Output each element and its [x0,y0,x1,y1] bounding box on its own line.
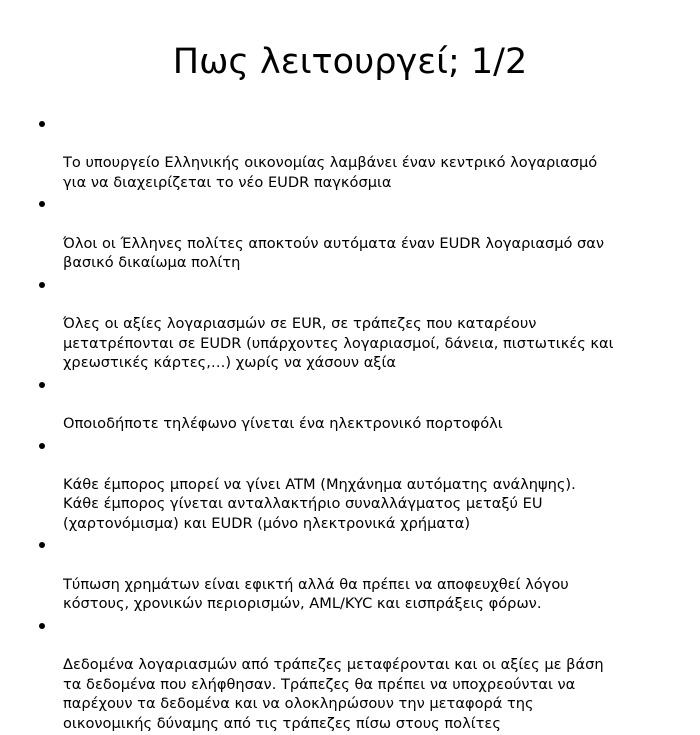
bullet-text: Οποιοδήποτε τηλέφωνο γίνεται ένα ηλεκτρονικό πορτοφόλι [63,414,503,432]
bullet-item [38,436,678,534]
bullet-dot-icon [39,282,45,288]
bullet-list [38,114,678,735]
bullet-dot-icon [39,623,45,629]
bullet-dot-icon [39,201,45,207]
bullet-item [38,275,678,373]
bullet-text: Όλες οι αξίες λογαριασμών σε EUR, σε τράπεζες που καταρέουν μετατρέπονται σε EUDR (υπάρχοντες λογαριασμοί, δάνεια, πιστωτικές και χρεωστικές κάρτες,…) χωρίς να χάσουν αξία [63,314,614,372]
bullet-item [38,535,678,613]
bullet-text: Κάθε έμπορος μπορεί να γίνει ATM (Μηχάνημα αυτόματης ανάληψης). Κάθε έμπορος γίνεται ανταλλακτήριο συναλλάγματος μεταξύ EU (χαρτονόμισμα) και EUDR (μόνο ηλεκτρονικά χρήματα) [63,475,576,532]
bullet-item [38,194,678,272]
slide-title: Πως λειτουργεί; 1/2 [172,42,528,82]
bullet-text: Τύπωση χρημάτων είναι εφικτή αλλά θα πρέπει να αποφευχθεί λόγου κόστους, χρονικών περιορισμών, AML/KYC και εισπράξεις φόρων. [63,575,569,613]
bullet-text: Δεδομένα λογαριασμών από τράπεζες μεταφέρονται και οι αξίες με βάση τα δεδομένα που ελήφθησαν. Τράπεζες θα πρέπει να υποχρεούνται να παρέχουν τα δεδομένα και να ολοκληρώσουν την μεταφορά της οικονομικής δύναμης από τις τράπεζες πίσω στους πολίτες [63,656,604,732]
bullet-text: Όλοι οι Έλληνες πολίτες αποκτούν αυτόματα έναν EUDR λογαριασμό σαν βασικό δικαίωμα πολίτη [63,234,605,272]
bullet-item [38,375,678,434]
bullet-dot-icon [39,443,45,449]
bullet-dot-icon [39,121,45,127]
bullet-item [38,616,678,734]
bullet-text: Το υπουργείο Ελληνικής οικονομίας λαμβάνει έναν κεντρικό λογαριασμό για να διαχειρίζεται το νέο EUDR παγκόσμια [63,154,598,191]
bullet-dot-icon [39,542,45,548]
bullet-dot-icon [39,382,45,388]
bullet-item [38,114,678,192]
